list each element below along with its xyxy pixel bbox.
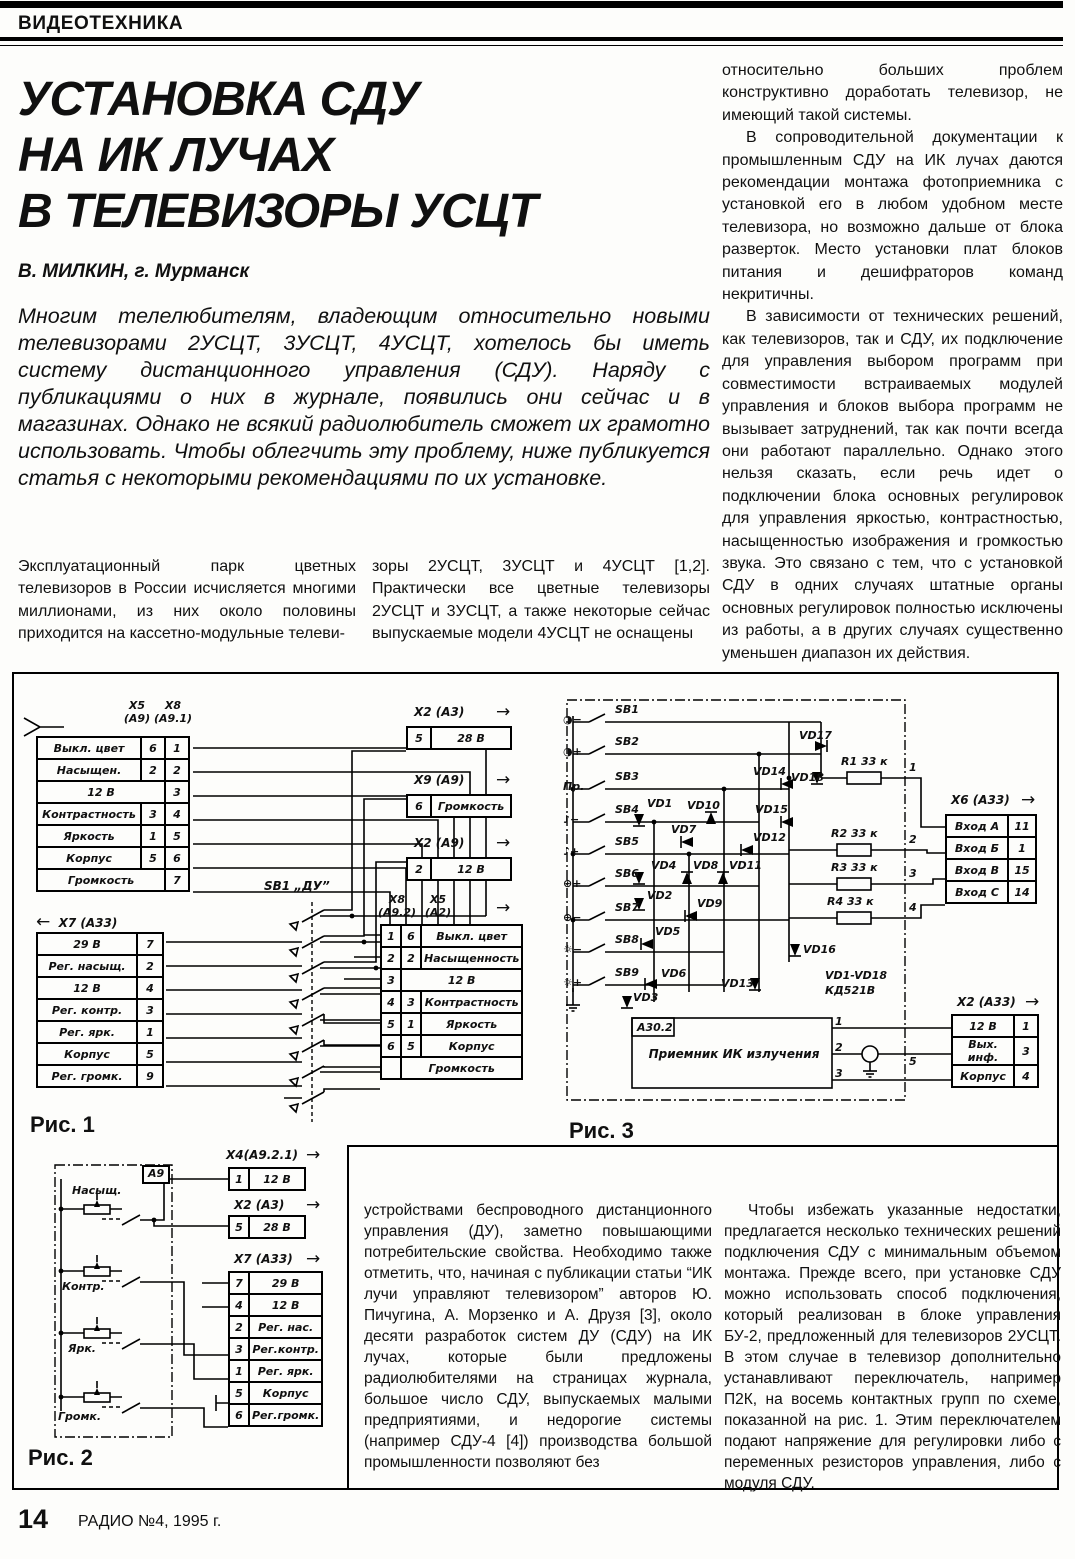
fig2-connector-table-x4 [228,1167,306,1191]
table-cell: 6 [381,1035,401,1057]
table-cell: Насыщен. [37,759,141,781]
table-row [381,1057,522,1079]
terminal-number: 5 [909,1055,917,1068]
terminal-number: 4 [909,901,917,914]
table-cell: 2 [407,858,431,880]
right-column [722,60,1063,665]
terminal-number: 3 [909,867,917,880]
fig1-connector-table-x5-x8 [36,736,190,892]
connector-x2a33-header: Х2 (А33) [957,995,1016,1009]
table-row [37,999,163,1021]
table-cell: 6 [165,847,189,869]
resistor-label: R1 33 к [841,755,888,768]
table-row [229,1382,322,1404]
table-row [229,1338,322,1360]
table-row [37,869,189,891]
table-cell: Вход С [946,881,1008,903]
table-row [37,847,189,869]
table-cell: 5 [401,1035,421,1057]
section-rubric: ВИДЕОТЕХНИКА [18,13,184,34]
table-cell: 6 [407,795,431,817]
connector-x9a9-header: Х9 (А9) [414,773,465,787]
diode-label: VD17 [799,729,832,742]
paragraph: относительно больших проблем конструктивно доработать телевизор, не имеющий такой системы. [722,62,1063,124]
resistor-label: R3 33 к [831,861,878,874]
table-cell: 3 [401,991,421,1013]
issue-label: РАДИО №4, 1995 г. [78,1513,222,1530]
diode-label: VD15 [755,803,788,816]
table-cell: 5 [137,1043,163,1065]
table-row [381,969,522,991]
top-bar [0,1,1063,8]
table-cell: 1 [1008,837,1036,859]
bottom-column-1 [364,1200,712,1473]
connector-x8-name: Х8 (А9.1) [154,699,193,725]
remote-button-symbol: ◑+ [563,745,582,758]
table-cell: 2 [401,947,421,969]
table-cell: Яркость [421,1013,522,1035]
diode-label: VD1 [647,797,673,810]
table-row [37,825,189,847]
table-cell: 3 [137,999,163,1021]
remote-button-symbol: ☼− [563,943,583,956]
table-cell: 11 [1008,815,1036,837]
fig3-connector-table-x2 [951,1014,1039,1088]
table-cell: 12 В [952,1015,1014,1037]
paragraph: В зависимости от технических решений, как телевизоров, так и СДУ, их подключение для управления выбором программ при совместимости встраиваемых модулей управления и блоков выбора программ не вызывает затруднений, так как почти всегда они работают параллельно. Однако этого нельзя сказать, если речь идет о подключении блока основных регулировок для управления яркостью, контрастностью, насыщенностью изображения и громкостью звука. Это связано с тем, что с установкой СДУ в одних случаях штатные органы основных регулировок полностью исключены из работы, а в других случаях существенно уменьшен диапазон их действия. [722,308,1063,662]
table-cell: Вход Б [946,837,1008,859]
fig1-connector-table-x8-x5 [380,924,523,1080]
figure-3-caption: Рис. 3 [569,1118,634,1143]
resistor-label: R4 33 к [827,895,874,908]
block-pin: 2 [835,1041,843,1054]
figure-frame [12,672,1059,1490]
table-cell: Вых. инф. [952,1037,1014,1065]
arrow-right-icon: → [496,833,511,853]
rubric-rule-thin [0,45,1063,46]
diode-label: VD7 [671,823,697,836]
table-cell: 1 [141,825,165,847]
arrow-right-icon: → [306,1249,321,1269]
table-cell: 6 [229,1404,249,1426]
table-row [407,795,511,817]
arrow-right-icon: → [1021,790,1036,810]
figure-1 [14,674,559,1145]
connector-x8a92-name: Х8 (А9.2) [377,893,417,919]
table-cell: 6 [141,737,165,759]
table-row [407,727,511,749]
block-pin: 1 [835,1015,843,1028]
pot-label: Контр. [62,1280,105,1293]
table-row [381,925,522,947]
table-cell: 4 [229,1294,249,1316]
fig1-connector-table-x7 [36,932,164,1088]
frame-divider-horizontal [347,1145,1059,1147]
table-row [952,1065,1038,1087]
arrow-right-icon: → [1025,992,1040,1012]
table-cell: 28 В [431,727,511,749]
switch-label: SВ1 „ДУ” [264,879,330,893]
table-cell: 4 [165,803,189,825]
remote-button-label: SВ9 [615,966,639,979]
table-cell: 4 [1014,1065,1038,1087]
table-row [229,1294,322,1316]
table-row [381,991,522,1013]
table-cell: Вход В [946,859,1008,881]
table-cell: 6 [401,925,421,947]
remote-button-label: SВ4 [615,803,639,816]
table-cell: 7 [229,1272,249,1294]
diode-label: VD6 [661,967,687,980]
table-cell: 3 [165,781,189,803]
table-cell [381,1057,401,1079]
intro-column-2 [372,556,710,646]
table-row [37,977,163,999]
remote-button-symbol: ♪− [563,813,580,826]
bottom-column-2 [724,1200,1061,1494]
resistor-label: R2 33 к [831,827,878,840]
table-cell: Рег.громк. [249,1404,322,1426]
connector-x5a2-name: Х5 (А2) [424,893,452,919]
rubric-rule-thick [0,37,1063,41]
table-cell: 12 В [431,858,511,880]
diode-label: VD8 [693,859,719,872]
connector-x7-header: ← Х7 (А33) [36,912,118,932]
table-cell: 28 В [249,1216,305,1238]
table-cell: 1 [381,925,401,947]
table-cell: 12 В [37,977,137,999]
remote-button-symbol: ♪+ [563,845,580,858]
table-cell: 12 В [37,781,165,803]
arrow-right-icon: → [496,898,511,918]
connector-x4-header: Х4(А9.2.1) [226,1148,299,1162]
table-cell: 4 [137,977,163,999]
remote-button-label: SВ3 [615,770,639,783]
table-row [381,1013,522,1035]
table-row [37,737,189,759]
table-row [229,1216,305,1238]
table-cell: Контрастность [421,991,522,1013]
arrow-right-icon: → [496,770,511,790]
table-cell: Рег. громк. [37,1065,137,1087]
table-cell: 2 [229,1316,249,1338]
table-cell: Рег. контр. [37,999,137,1021]
table-cell: Рег.контр. [249,1338,322,1360]
table-cell: Насыщенность [421,947,522,969]
table-cell: Громкость [37,869,165,891]
connector-x2a3-header: Х2 (А3) [414,705,465,719]
table-row [229,1168,305,1190]
article-author: В. МИЛКИН, г. Мурманск [18,261,250,282]
diode-label: VD11 [729,859,762,872]
remote-button-label: SВ1 [615,703,639,716]
table-row [952,1037,1038,1065]
table-cell: Рег. ярк. [249,1360,322,1382]
table-row [946,881,1036,903]
table-row [381,947,522,969]
table-cell: 5 [229,1382,249,1404]
pot-label: Ярк. [68,1342,96,1355]
diode-type-range: VD1-VD18 [825,969,888,982]
figure-2 [14,1145,347,1492]
table-row [407,858,511,880]
remote-button-label: SВ7 [615,901,639,914]
block-pin: 3 [835,1067,843,1080]
table-row [37,955,163,977]
fig3-connector-table-x6 [945,814,1037,904]
table-cell: Вход А [946,815,1008,837]
pot-label: Громк. [58,1410,102,1423]
table-cell: Выкл. цвет [37,737,141,759]
table-cell: 12 В [249,1168,305,1190]
table-row [37,1065,163,1087]
table-cell: Яркость [37,825,141,847]
article-lead: Многим телелюбителям, владеющим относительно новыми телевизорами 2УСЦТ, 3УСЦТ, 4УСЦТ, хотелось бы иметь систему дистанционного управления (СДУ). Наряду с публикациями о них в журнале, появились они сейчас и в магазинах. Однако не всякий радиолюбитель сможет их грамотно использовать. Чтобы облегчить эту проблему, ниже публикуется статья с некоторыми рекомендациями по их установке. [18,304,710,490]
arrow-right-icon: → [306,1195,321,1215]
diode-label: VD18 [791,771,824,784]
fig2-connector-table-x7 [228,1271,323,1427]
pot-label: Насыщ. [72,1184,122,1197]
connector-x2a9-header: Х2 (А9) [414,836,465,850]
table-cell: 5 [381,1013,401,1035]
table-row [946,837,1036,859]
diode-label: VD16 [803,943,836,956]
table-row [37,781,189,803]
figure-3 [559,692,1061,1145]
diode-label: VD4 [651,859,677,872]
remote-button-label: SВ2 [615,735,639,748]
arrow-right-icon: → [496,702,511,722]
paragraph: Эксплуатационный парк цветных телевизоров в России исчисляется многими миллионами, из них около половины приходится на кассетно-модульные телеви- [18,558,356,643]
remote-button-label: SВ5 [615,835,639,848]
arrow-left-icon: ← [36,912,51,932]
table-cell: Рег. ярк. [37,1021,137,1043]
table-cell: 3 [381,969,401,991]
module-label: А9 [142,1165,170,1184]
remote-button-symbol: ⊕− [563,911,582,924]
diode-label: VD13 [721,977,754,990]
table-cell: 1 [229,1360,249,1382]
table-row [229,1316,322,1338]
article-title: УСТАНОВКА СДУ НА ИК ЛУЧАХ В ТЕЛЕВИЗОРЫ УСЦТ [18,73,537,238]
table-cell: Выкл. цвет [421,925,522,947]
block-id: А30.2 [637,1021,673,1034]
fig1-connector-table-x2a9 [406,857,512,881]
paragraph: Чтобы избежать указанные недостатки, предлагается несколько технических решений подключения СДУ с минимальным объемом монтажа. Прежде всего, при установке СДУ можно использовать способ подключения, который реализован в блоке управления БУ-2, предложенный для телевизоров 2УСЦТ. В этом случае в телевизор дополнительно устанавливают переключатель, например П2К, на восемь контактных групп по схеме, показанной на рис. 1. Этим переключателем подают напряжение для регулировки либо с переменных резисторов управления, либо с модуля СДУ. [724,1202,1061,1492]
table-row [37,933,163,955]
paragraph: В сопроводительной документации к промышленным СДУ на ИК лучах даются рекомендации монтажа фотоприемника с установкой его в любом удобном месте телевизора, но возможно дальше от блока разверток. Место установки плат блоков питания и дешифраторов команд некритичны. [722,129,1063,304]
table-row [952,1015,1038,1037]
table-cell: 5 [407,727,431,749]
remote-button-symbol: ◑− [563,713,582,726]
table-row [229,1404,322,1426]
table-row [946,815,1036,837]
table-cell: Рег. насыщ. [37,955,137,977]
diode-label: VD10 [687,799,720,812]
table-row [229,1360,322,1382]
frame-divider-vertical [347,1145,349,1488]
connector-x2a3-header: Х2 (А3) [234,1198,285,1212]
table-cell: 5 [229,1216,249,1238]
table-cell: 5 [141,847,165,869]
table-cell: 15 [1008,859,1036,881]
table-cell: 12 В [401,969,522,991]
table-cell: Корпус [37,1043,137,1065]
table-row [381,1035,522,1057]
arrow-right-icon: → [306,1145,321,1165]
paragraph: устройствами беспроводного дистанционного управления (ДУ), заметно повышающими потребительские свойства. Необходимо также отметить, что, начиная с публикации статьи “ИК лучи управляют телевизором” авторов Ю. Пичугина, А. Морзенко и А. Друзя [3], около десяти разработок систем ДУ (СДУ) на ИК лучах, которые были предложены радиолюбителями на страницах журнала, большое число СДУ, выпускаемых малыми предприятиями, и недорогие системы (например СДУ-4 [4]) производства большой промышленности позволяют без [364,1202,712,1471]
table-cell: 1 [137,1021,163,1043]
table-cell: 2 [165,759,189,781]
fig2-connector-table-x2 [228,1215,306,1239]
table-cell: Корпус [249,1382,322,1404]
table-cell: 1 [165,737,189,759]
diode-label: VD3 [633,991,659,1004]
connector-x6a33-header: Х6 (А33) [951,793,1010,807]
table-cell: Корпус [952,1065,1014,1087]
table-cell: 1 [229,1168,249,1190]
paragraph: зоры 2УСЦТ, 3УСЦТ и 4УСЦТ [1,2]. Практически все цветные телевизоры 2УСЦТ и 3УСЦТ, а также некоторые сейчас выпускаемые модели 4УСЦТ не оснащены [372,558,710,643]
connector-x5-name: Х5 (А9) [123,699,151,725]
connector-x7-header: Х7 (А33) [234,1252,293,1266]
table-cell: 1 [401,1013,421,1035]
table-cell: 12 В [249,1294,322,1316]
figure-1-caption: Рис. 1 [30,1112,95,1137]
table-cell: 4 [381,991,401,1013]
table-row [37,759,189,781]
table-cell: Громкость [401,1057,522,1079]
table-cell: 2 [137,955,163,977]
table-cell: 14 [1008,881,1036,903]
diode-label: VD14 [753,765,786,778]
table-cell: 3 [229,1338,249,1360]
diode-label: VD12 [753,831,786,844]
table-cell: 2 [381,947,401,969]
table-row [946,859,1036,881]
table-cell: Рег. нас. [249,1316,322,1338]
page-number: 14 [18,1504,49,1534]
remote-button-label: SВ8 [615,933,639,946]
table-cell: Корпус [421,1035,522,1057]
table-cell: 3 [1014,1037,1038,1065]
table-cell: Громкость [431,795,511,817]
table-row [37,1021,163,1043]
diode-label: VD2 [647,889,673,902]
fig1-connector-table-x9a9 [406,794,512,818]
table-cell: 29 В [37,933,137,955]
table-cell: 2 [141,759,165,781]
diode-label: VD5 [655,925,681,938]
remote-button-label: SВ6 [615,867,639,880]
table-cell: 3 [141,803,165,825]
table-cell: 7 [165,869,189,891]
terminal-number: 1 [909,761,917,774]
remote-button-symbol: ☼+ [563,976,583,989]
diode-label: VD9 [697,897,723,910]
figure-2-caption: Рис. 2 [28,1445,93,1470]
ir-receiver-block-label: Приемник ИК излучения [648,1047,820,1061]
fig1-connector-table-x2a3 [406,726,512,750]
terminal-number: 2 [909,833,917,846]
table-cell: Корпус [37,847,141,869]
diode-type-part: КД521В [825,984,876,997]
table-row [37,1043,163,1065]
table-cell: 29 В [249,1272,322,1294]
remote-button-symbol: Пр. [563,780,585,793]
table-row [37,803,189,825]
table-cell: 1 [1014,1015,1038,1037]
table-cell: 7 [137,933,163,955]
intro-column-1 [18,556,356,646]
table-cell: 5 [165,825,189,847]
table-row [229,1272,322,1294]
table-cell: Контрастность [37,803,141,825]
table-cell: 9 [137,1065,163,1087]
remote-button-symbol: ⊕+ [563,877,582,890]
